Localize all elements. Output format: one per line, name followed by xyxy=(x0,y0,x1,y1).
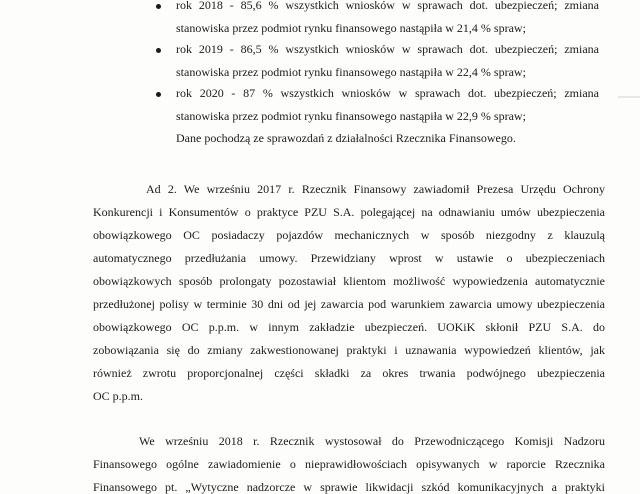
paragraph-line: Ad 2. We wrześniu 2017 r. Rzecznik Finansowy zawiadomił Prezesa Urzędu Ochrony xyxy=(146,182,605,196)
paragraph-line: Finansowego pt. „Wytyczne nadzorcze w sprawie likwidacji szkód komunikacyjnych a praktyki xyxy=(93,480,605,494)
paragraph-line: obowiązkowego OC posiadaczy pojazdów mechanicznych w sposób niezgodny z klauzulą xyxy=(93,228,605,242)
source-note: Dane pochodzą ze sprawozdań z działalności Rzecznika Finansowego. xyxy=(176,131,516,145)
paragraph-line: obowiązkowych sposób prolongaty pozostawiał klientom możliwość wypowiedzenia automatycznie xyxy=(93,274,605,288)
paragraph-line: Konkurencji i Konsumentów o praktyce PZU S.A. polegającej na odnawianiu umów ubezpieczenia xyxy=(93,205,605,219)
bullet-icon xyxy=(156,92,161,97)
bullet-line: rok 2018 - 85,6 % wszystkich wniosków w sprawach dot. ubezpieczeń; zmiana xyxy=(176,0,599,12)
bullet-line: rok 2019 - 86,5 % wszystkich wniosków w sprawach dot. ubezpieczeń; zmiana xyxy=(176,42,599,56)
paragraph-line: również zwrotu proporcjonalnej części składki za okres trwania podwójnego ubezpieczenia xyxy=(93,366,605,380)
bullet-icon xyxy=(156,48,161,53)
paragraph-line: obowiązkowego OC p.p.m. w innym zakładzie ubezpieczeń. UOKiK skłonił PZU S.A. do xyxy=(93,320,605,334)
bullet-line: rok 2020 - 87 % wszystkich wniosków w sprawach dot. ubezpieczeń; zmiana xyxy=(176,86,599,100)
bullet-line: stanowiska przez podmiot rynku finansowego nastąpiła w 22,9 % spraw; xyxy=(176,109,526,123)
paragraph-line: OC p.p.m. xyxy=(93,389,144,403)
scan-mark xyxy=(618,96,640,98)
paragraph-line: Finansowego ogólne zawiadomienie o nieprawidłowościach opisywanych w raporcie Rzecznika xyxy=(93,457,605,471)
paragraph-line: zobowiązania się do zmiany zakwestionowanej praktyki i uznawania wypowiedzeń klientów, jak xyxy=(93,343,605,357)
paragraph-line: We wrześniu 2018 r. Rzecznik wystosował do Przewodniczącego Komisji Nadzoru xyxy=(139,434,605,448)
paragraph-line: przedłużonej polisy w terminie 30 dni od jej zawarcia pod warunkiem zawarcia umowy ubezpieczenia xyxy=(93,297,605,311)
bullet-line: stanowiska przez podmiot rynku finansowego nastąpiła w 21,4 % spraw; xyxy=(176,21,526,35)
bullet-line: stanowiska przez podmiot rynku finansowego nastąpiła w 22,4 % spraw; xyxy=(176,65,526,79)
bullet-icon xyxy=(156,4,161,9)
paragraph-line: automatycznego przedłużania umowy. Przewidziany wprost w ustawie o ubezpieczeniach xyxy=(93,251,605,265)
